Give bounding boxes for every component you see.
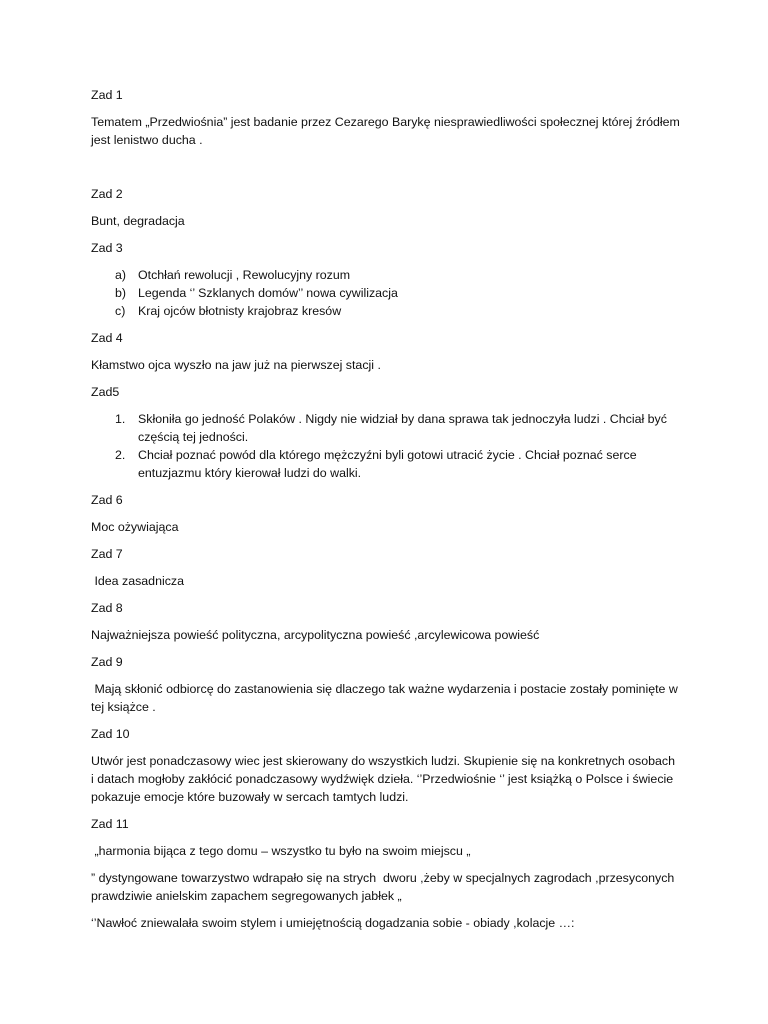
zad4-answer: Kłamstwo ojca wyszło na jaw już na pierwszej stacji .	[91, 358, 381, 372]
zad7-heading: Zad 7	[91, 547, 123, 561]
zad8-heading: Zad 8	[91, 601, 123, 615]
zad9-answer: Mają skłonić odbiorcę do zastanowienia się dlaczego tak ważne wydarzenia i postacie zostały pominięte w tej książce .	[91, 682, 682, 714]
zad11-quote-1: „harmonia bijąca z tego domu – wszystko tu było na swoim miejscu „	[91, 844, 471, 858]
zad5-list	[91, 410, 681, 482]
list-item	[91, 410, 681, 446]
list-item	[91, 284, 681, 302]
zad10-answer: Utwór jest ponadczasowy wiec jest skierowany do wszystkich ludzi. Skupienie się na konkretnych osobach i datach mogłoby zakłócić ponadczasowy wydźwięk dzieła. ‘’Przedwiośnie ‘’ jest książką o Polsce i świecie pokazuje emocje które buzowały w sercach tamtych ludzi.	[91, 754, 676, 804]
zad11-quote-2: ” dystyngowane towarzystwo wdrapało się na strych dworu ,żeby w specjalnych zagrodach ,przesyconych prawdziwie anielskim zapachem segregowanych jabłek „	[91, 871, 678, 903]
zad3-list	[91, 266, 681, 320]
zad3-heading: Zad 3	[91, 241, 123, 255]
zad6-answer: Moc ożywiająca	[91, 520, 179, 534]
document-page	[91, 86, 681, 941]
zad11-heading: Zad 11	[91, 817, 129, 831]
zad1-answer: Tematem „Przedwiośnia” jest badanie przez Cezarego Barykę niesprawiedliwości społecznej której źródłem jest lenistwo ducha .	[91, 115, 680, 147]
zad9-heading: Zad 9	[91, 655, 123, 669]
list-item	[91, 266, 681, 284]
list-marker: a)	[115, 268, 127, 282]
list-item-text: Legenda ‘’ Szklanych domów’’ nowa cywilizacja	[138, 286, 398, 300]
zad2-heading: Zad 2	[91, 187, 123, 201]
list-item-text: Otchłań rewolucji , Rewolucyjny rozum	[138, 268, 351, 282]
list-item-text: Kraj ojców błotnisty krajobraz kresów	[138, 304, 342, 318]
list-marker: 1.	[115, 412, 126, 426]
list-item-text: Chciał poznać powód dla którego mężczyźni byli gotowi utracić życie . Chciał poznać serce entuzjazmu który kierował ludzi do walki.	[138, 448, 637, 480]
list-marker: 2.	[115, 448, 126, 462]
list-item	[91, 302, 681, 320]
zad5-heading: Zad5	[91, 385, 120, 399]
list-item-text: Skłoniła go jedność Polaków . Nigdy nie widział by dana sprawa tak jednoczyła ludzi . Chciał być częścią tej jedności.	[138, 412, 667, 444]
list-item	[91, 446, 681, 482]
zad11-quote-3: ‘’Nawłoć zniewalała swoim stylem i umiejętnością dogadzania sobie - obiady ,kolacje …:	[91, 916, 575, 930]
list-marker: c)	[115, 304, 126, 318]
zad1-heading: Zad 1	[91, 88, 123, 102]
zad8-answer: Najważniejsza powieść polityczna, arcypolityczna powieść ,arcylewicowa powieść	[91, 628, 540, 642]
zad10-heading: Zad 10	[91, 727, 130, 741]
zad7-answer: Idea zasadnicza	[91, 574, 185, 588]
zad2-answer: Bunt, degradacja	[91, 214, 185, 228]
zad6-heading: Zad 6	[91, 493, 123, 507]
zad4-heading: Zad 4	[91, 331, 123, 345]
list-marker: b)	[115, 286, 127, 300]
blank-line	[91, 158, 681, 185]
